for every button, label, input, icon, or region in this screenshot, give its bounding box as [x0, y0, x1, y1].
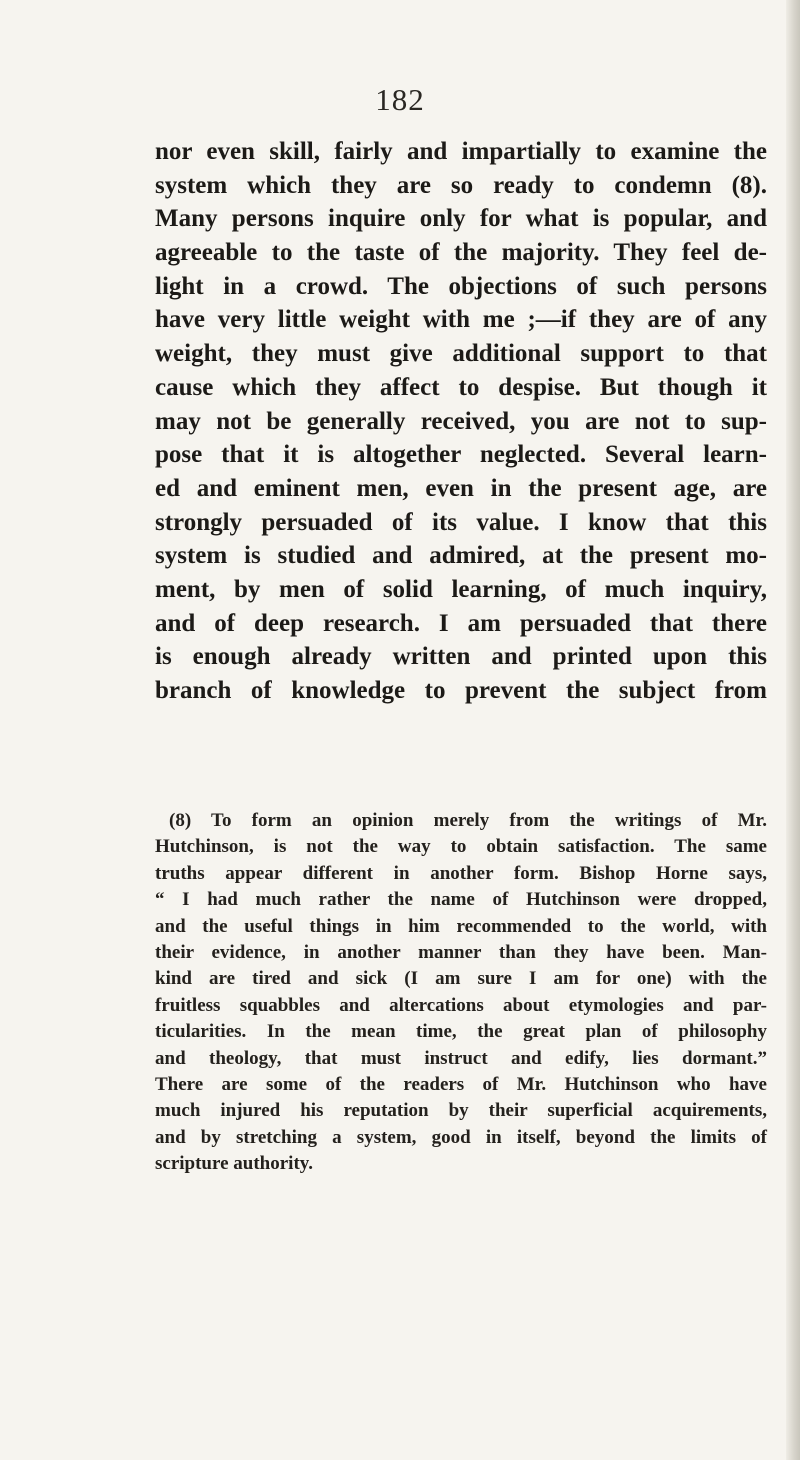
- footnote-line: and by stretching a system, good in itself, beyond the limits of: [155, 1126, 767, 1148]
- main-text-line: system which they are so ready to condemn (8).: [155, 171, 767, 199]
- page-number: 182: [375, 82, 425, 117]
- footnote-line: ticularities. In the mean time, the great plan of philosophy: [155, 1021, 767, 1043]
- footnote-line: scripture authority.: [155, 1153, 313, 1175]
- main-text-line: may not be generally received, you are not to sup-: [155, 407, 767, 435]
- footnote-line: and theology, that must instruct and edify, lies dormant.”: [155, 1047, 767, 1069]
- main-text-line: system is studied and admired, at the present mo-: [155, 542, 767, 570]
- footnote-line: much injured his reputation by their superficial acquirements,: [155, 1100, 767, 1122]
- main-text-line: cause which they affect to despise. But though it: [155, 373, 767, 401]
- main-text-line: ed and eminent men, even in the present age, are: [155, 474, 767, 502]
- main-text-line: is enough already written and printed upon this: [155, 643, 767, 671]
- main-text-line: have very little weight with me ;—if they are of any: [155, 306, 767, 334]
- footnote: [155, 808, 767, 1177]
- footnote-line: fruitless squabbles and altercations about etymologies and par-: [155, 994, 767, 1016]
- footnote-line: Hutchinson, is not the way to obtain satisfaction. The same: [155, 836, 767, 858]
- main-text-line: strongly persuaded of its value. I know that this: [155, 508, 767, 536]
- main-text-line: nor even skill, fairly and impartially to examine the: [155, 138, 767, 165]
- footnote-line: their evidence, in another manner than they have been. Man-: [155, 941, 767, 963]
- footnote-line: truths appear different in another form. Bishop Horne says,: [155, 862, 767, 884]
- footnote-line: “ I had much rather the name of Hutchinson were dropped,: [155, 889, 767, 911]
- main-text-line: pose that it is altogether neglected. Several learn-: [155, 441, 767, 469]
- footnote-line: There are some of the readers of Mr. Hutchinson who have: [155, 1073, 767, 1095]
- main-text-line: weight, they must give additional support to that: [155, 340, 767, 368]
- footnote-line: and the useful things in him recommended to the world, with: [155, 915, 767, 937]
- main-text-line: agreeable to the taste of the majority. They feel de-: [155, 239, 767, 267]
- main-text-line: light in a crowd. The objections of such persons: [155, 272, 767, 300]
- page-edge: [786, 0, 800, 1460]
- main-text-line: branch of knowledge to prevent the subject from: [155, 677, 767, 704]
- main-text: [155, 135, 767, 708]
- footnote-line: kind are tired and sick (I am sure I am for one) with the: [155, 968, 767, 990]
- main-text-line: Many persons inquire only for what is popular, and: [155, 205, 767, 233]
- main-text-line: ment, by men of solid learning, of much inquiry,: [155, 575, 767, 603]
- main-text-line: and of deep research. I am persuaded that there: [155, 609, 767, 637]
- footnote-line: (8) To form an opinion merely from the writings of Mr.: [169, 810, 767, 831]
